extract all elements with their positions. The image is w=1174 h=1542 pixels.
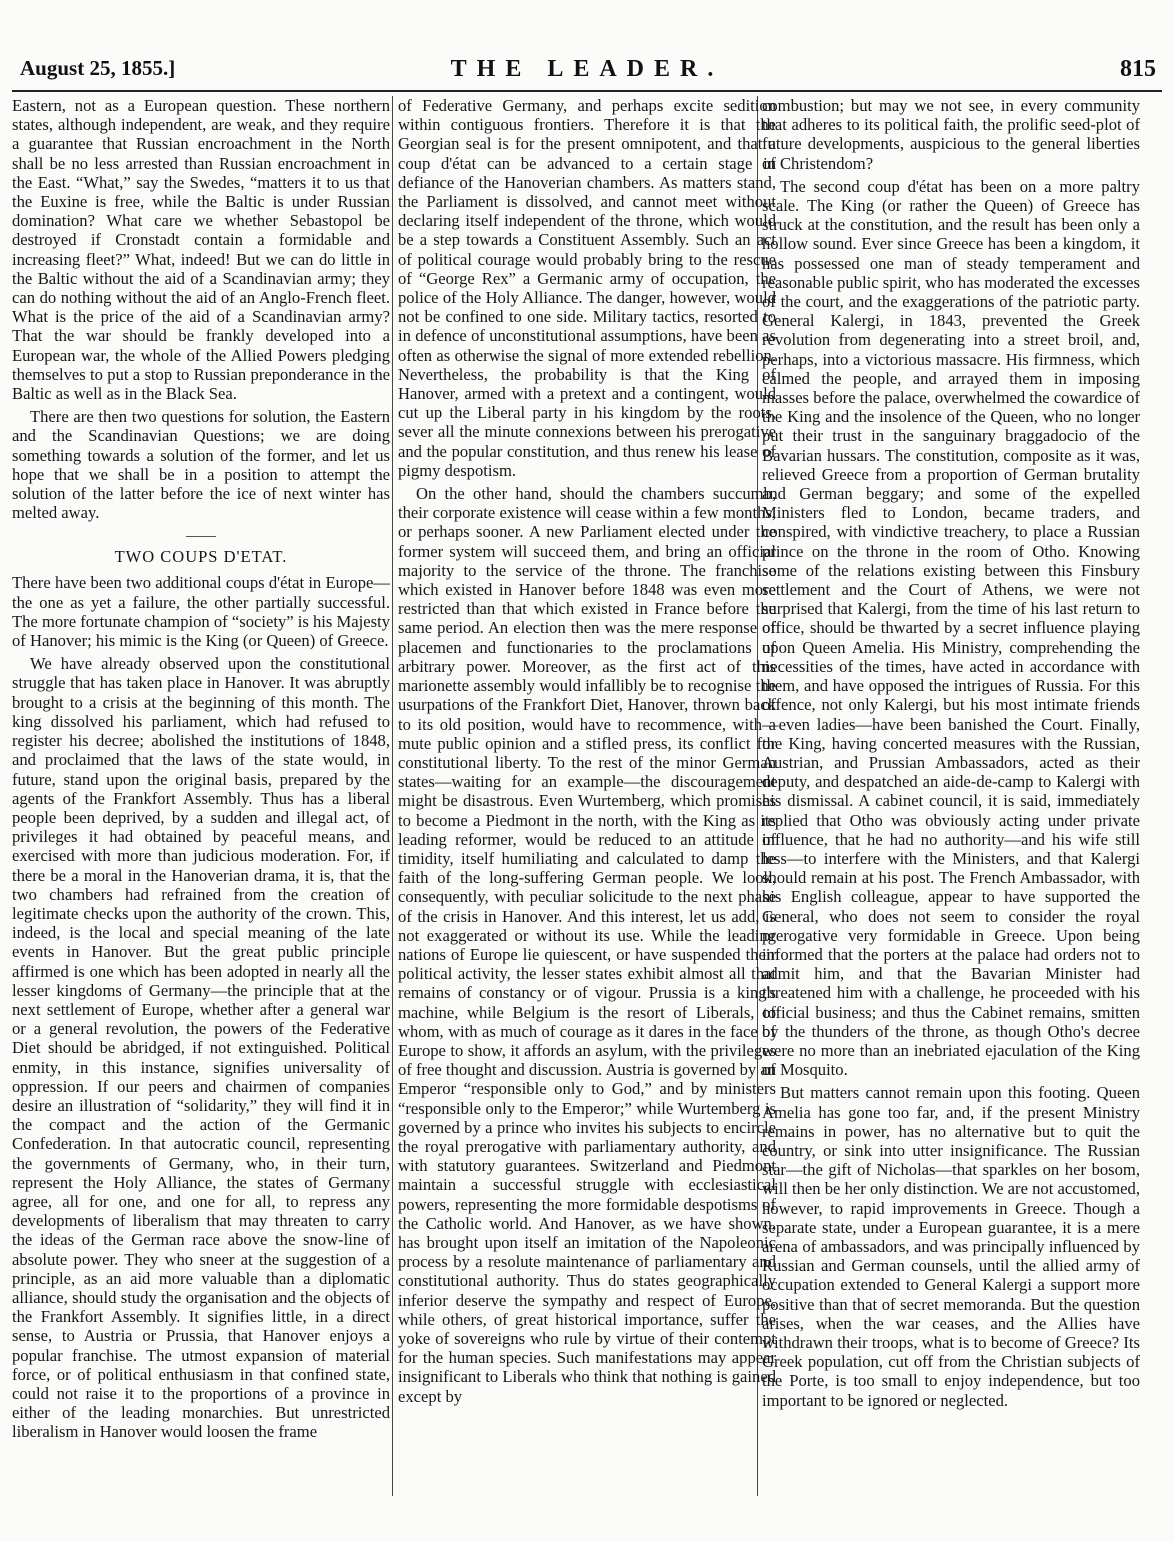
column-rule	[392, 96, 393, 1496]
issue-date: August 25, 1855.]	[20, 56, 176, 80]
paragraph: There are then two questions for solution, the Eastern and the Scandinavian Questions; we are doing something towards a solution of the former, and let us hope that we shall be in a position to attempt the solution of the latter before the ice of next winter has melted away.	[12, 407, 390, 523]
article-title: TWO COUPS D'ETAT.	[114, 547, 288, 567]
paragraph: On the other hand, should the chambers succumb, their corporate existence will cease within a few months, or perhaps sooner. A new Parliament elected under the former system will succeed them, and bring an official majority to the service of the throne. The franchise which existed in Hanover before 1848 was even more restricted than that which existed in France before the same period. An election then was the mere response of placemen and functionaries to the proclamations of arbitrary power. Moreover, as the first act of this marionette assembly would infallibly be to recognise the usurpations of the Frankfort Diet, Hanover, thrown back to its old position, would have to recommence, with a mute public opinion and a stifled press, its conflict for constitutional liberty. To the rest of the minor German states—waiting for an example—the discouragement might be disastrous. Even Wurtemberg, which promises to become a Piedmont in the north, with the King as its leading reformer, would be reduced to an attitude of timidity, itself humiliating and calculated to damp the faith of the long-suffering German people. We look, consequently, with peculiar solicitude to the next phase of the crisis in Hanover. And this interest, let us add, is not exaggerated or without its use. While the leading nations of Europe lie quiescent, or have suspended their political activity, the lesser states exhibit almost all that remains of constancy or of vigour. Prussia is a king's machine, while Belgium is the resort of Liberals, to whom, with as much of courage as it dares in the face of Europe to show, it affords an asylum, with the privileges of free thought and discussion. Austria is governed by an Emperor “responsible only to God,” and by ministers “responsible only to the Emperor;” while Wurtemberg is governed by a prince who invites his subjects to encircle the royal prerogative with parliamentary authority, and with statutory guarantees. Switzerland and Piedmont maintain a successful struggle with ecclesiastical powers, representing the more formidable despotisms of the Catholic world. And Hanover, as we have shown, has brought upon itself an imitation of the Napoleonic process by a resolute maintenance of parliamentary and constitutional authority. Thus do states geographically inferior deserve the sympathy and respect of Europe, while others, of great historical importance, suffer the yoke of sovereigns who rule by virtue of their contempt for the human species. Such manifestations may appear insignificant to Liberals who think that nothing is gained except by	[398, 484, 776, 1406]
paragraph: Eastern, not as a European question. These northern states, although independent, are weak, and they require a guarantee that Russian encroachment in the North shall be no less arrested than Russian encroachment in the East. “What,” say the Swedes, “matters it to us that the Euxine is free, while the Baltic is under Russian domination? What care we whether Sebastopol be destroyed if Cronstadt contain a formidable and increasing fleet?” What, indeed! But we can do little in the Baltic without the aid of a Scandinavian army; they can do nothing without the aid of an Anglo-French fleet. What is the price of the aid of a Scandinavian army? That the war should be frankly developed into a European war, the whole of the Allied Powers pledging themselves to put a stop to Russian preponderance in the Baltic as well as in the Black Sea.	[12, 96, 390, 404]
paragraph: We have already observed upon the constitutional struggle that has taken place in Hanover. It was abruptly brought to a crisis at the beginning of this month. The king dissolved his parliament, which had refused to register his decree; abolished the institutions of 1848, and proclaimed that the laws of the state would, in future, stand upon the original basis, prepared by the agents of the Frankfort Assembly. Thus has a liberal people been deprived, by a sudden and illegal act, of privileges it had obtained by peaceful means, and exercised with more than judicious moderation. For, if there be a moral in the Hanoverian drama, it is, that the two chambers had refrained from the creation of legitimate checks upon the authority of the crown. This, indeed, is the local and special meaning of the late events in Hanover. But the great public principle affirmed is one which has been adopted in nearly all the lesser kingdoms of Germany—the principle that at the next settlement of Europe, whether after a general war or a general revolution, the powers of the Federative Diet should be abridged, if not extinguished. Political enmity, in this instance, signifies universality of oppression. If our peers and chairmen of companies desire an illustration of “solidarity,” they will find it in the compact and the action of the Germanic Confederation. In that autocratic council, representing the governments of Germany, who, in their turn, represent the Holy Alliance, the states of Germany agree, all for one, and one for all, to repress any developments of liberalism that may threaten to carry the ideas of the German race above the snow-line of absolute power. They who sneer at the suggestion of a principle, as an aid more valuable than a diplomatic alliance, should study the organisation and the objects of the Frankfort Assembly. It signifies little, in a direct sense, to Austria or Prussia, that Hanover enjoys a popular franchise. The utmost expansion of material force, or of political enthusiasm in that confined state, could not raise it to the proportions of a province in either of the leading monarchies. But unrestricted liberalism in Hanover would loosen the frame	[12, 654, 390, 1442]
paragraph: But matters cannot remain upon this footing. Queen Amelia has gone too far, and, if the present Ministry remains in power, has no alternative but to quit the country, or sink into utter insignificance. The Russian star—the gift of Nicholas—that sparkles on her bosom, will then be her only distinction. We are not accustomed, however, to rapid improvements in Greece. Though a separate state, under a European guarantee, it is a mere arena of ambassadors, and was principally influenced by Russian and German counsels, until the allied army of occupation extended to General Kalergi a support more positive than that of secret memoranda. But the question arises, when the war ceases, and the Allies have withdrawn their troops, what is to become of Greece? Its Greek population, cut off from the Christian subjects of the Porte, is too small to enjoy independence, but too important to be ignored or neglected.	[762, 1083, 1140, 1410]
paragraph: of Federative Germany, and perhaps excite sedition within contiguous frontiers. Therefore it is that the Georgian seal is for the present omnipotent, and that a coup d'état can be advanced to a certain stage in defiance of the Hanoverian chambers. As matters stand, the Parliament is dissolved, and cannot meet without declaring itself independent of the throne, which would be a step towards a Constituent Assembly. Such an act of political courage would probably bring to the rescue of “George Rex” a Germanic army of occupation, the police of the Holy Alliance. The danger, however, would not be confined to one side. Military tactics, resorted to in defence of unconstitutional assumptions, have been as often as otherwise the signal of more extended rebellion. Nevertheless, the probability is that the King of Hanover, armed with a pretext and a contingent, would cut up the Liberal party in his kingdom by the roots, sever all the minute connexions between his prerogative and the popular constitution, and thus renew his lease of pigmy despotism.	[398, 96, 776, 480]
column-1	[12, 96, 390, 1496]
paragraph: The second coup d'état has been on a more paltry scale. The King (or rather the Queen) of Greece has struck at the constitution, and the result has been only a hollow sound. Ever since Greece has been a kingdom, it has possessed one man of steady temperament and reasonable public spirit, who has moderated the excesses of the court, and the exaggerations of the patriotic party. General Kalergi, in 1843, prevented the Greek revolution from degenerating into a street broil, and, perhaps, into a victorious massacre. His firmness, which calmed the people, and arrayed them in imposing masses before the palace, overwhelmed the cowardice of the King and the insolence of the Queen, who no longer put their trust in the sanguinary braggadocio of the Bavarian hussars. The constitution, composite as it was, relieved Greece from a proportion of German brutality and German beggary; and some of the expelled Ministers fled to London, became traders, and conspired, with vindictive treachery, to place a Russian prince on the throne in the room of Otho. Knowing some of the relations existing between this Finsbury settlement and the Court of Athens, we were not surprised that Kalergi, from the time of his last return to office, should be thwarted by a secret influence playing upon Queen Amelia. His Ministry, comprehending the necessities of the times, have acted in accordance with them, and have opposed the intrigues of Russia. For this offence, not only Kalergi, but his most intimate friends—even ladies—have been banished the Court. Finally, the King, having concerted measures with the Russian, Austrian, and Prussian Ambassadors, acted as their deputy, and despatched an aide-de-camp to Kalergi with his dismissal. A cabinet council, it is said, immediately replied that Otho was obviously acting under private influence, that he had no authority—and his wife still less—to interfere with the Ministers, and that Kalergi should remain at his post. The French Ambassador, with his English colleague, appear to have supported the General, who does not seem to consider the royal prerogative very formidable in Greece. Upon being informed that the porters at the palace had orders not to admit him, and that the Bavarian Minister had threatened him with a challenge, he proceeded with his official business; and thus the Cabinet remains, smitten by the thunders of the throne, as though Otho's decree were no more than an inebriated ejaculation of the King of Mosquito.	[762, 176, 1140, 1080]
paragraph: combustion; but may we not see, in every community that adheres to its political faith, the prolific seed-plot of future developments, auspicious to the general liberties of Christendom?	[762, 96, 1140, 173]
column-2	[398, 96, 776, 1496]
newspaper-title: THE LEADER.	[450, 56, 724, 82]
masthead	[12, 50, 1162, 92]
page-number: 815	[1120, 56, 1156, 82]
section-divider	[186, 536, 216, 537]
paragraph: There have been two additional coups d'état in Europe—the one as yet a failure, the other partially successful. The more fortunate champion of “society” is his Majesty of Hanover; his mimic is the King (or Queen) of Greece.	[12, 573, 390, 651]
column-3	[762, 96, 1140, 1496]
